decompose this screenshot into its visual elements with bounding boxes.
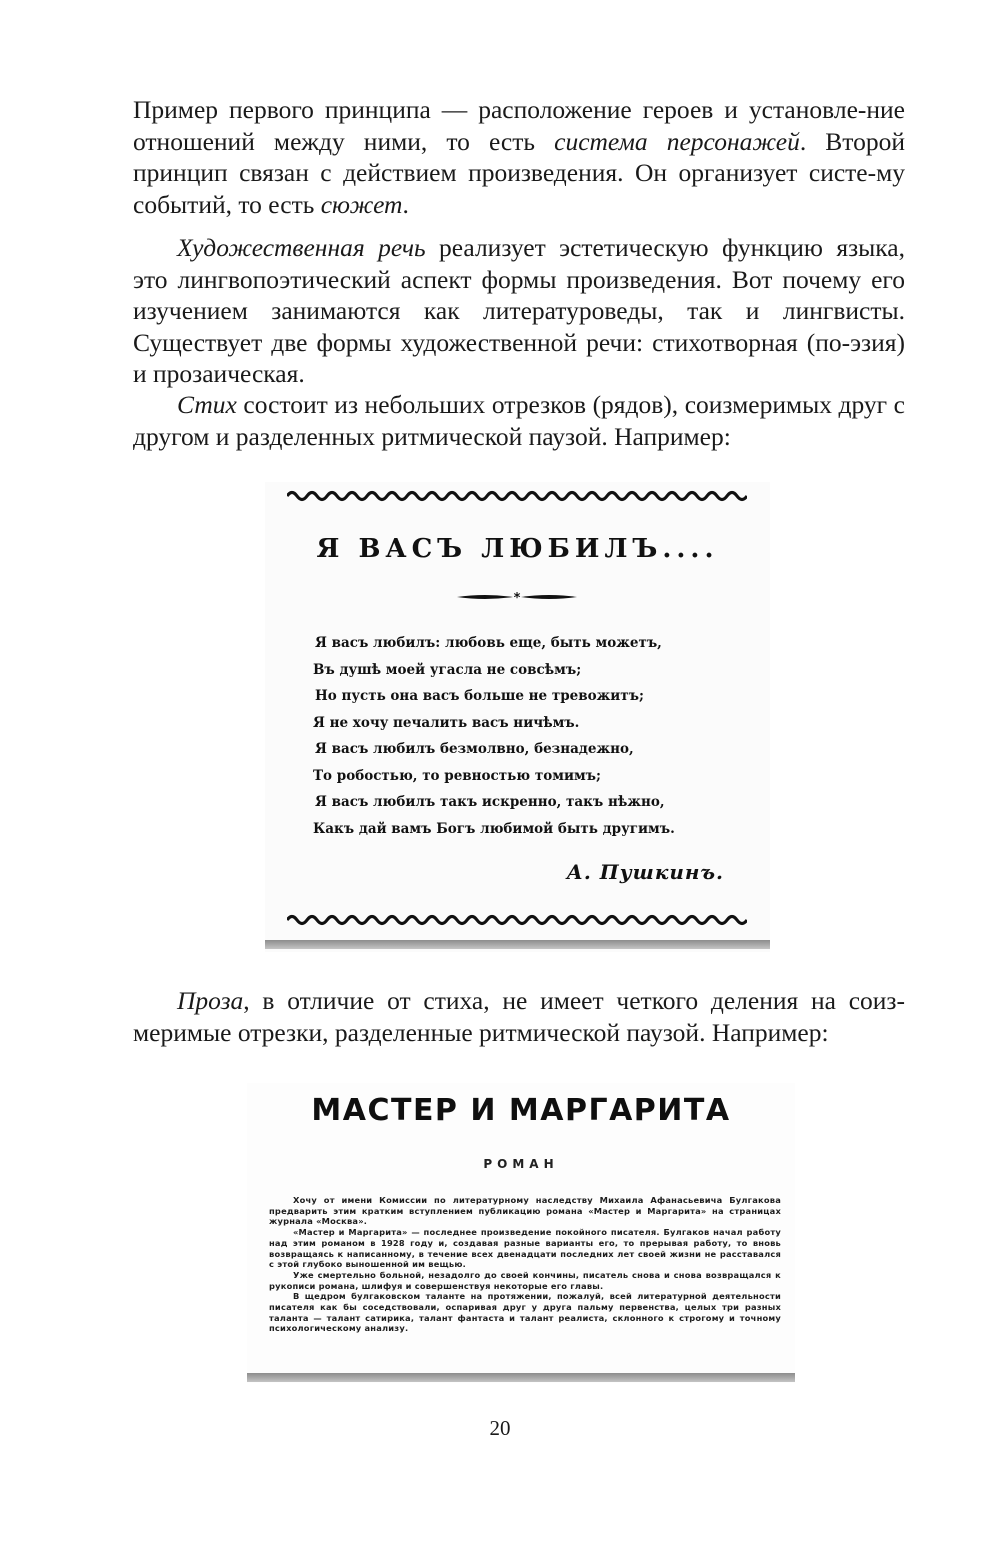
poem-lines	[313, 630, 753, 842]
term-prose: Проза	[177, 986, 244, 1015]
svg-text:*: *	[513, 591, 521, 604]
wavy-border-top	[287, 488, 747, 504]
preface-paragraph: Хочу от имени Комиссии по литературному наследству Михаила Афанасьевича Булгакова предварить этим кратким вступлением публикацию романа «Мастер и Маргарита» на страницах журнала «Москва».	[269, 1195, 781, 1227]
paragraph-verse	[133, 389, 905, 452]
paragraph-artistic-speech	[133, 232, 905, 390]
paragraph-prose	[133, 985, 905, 1048]
poem-title: Я ВАСЪ ЛЮБИЛЪ....	[316, 534, 719, 564]
term-artistic-speech: Художественная речь	[177, 233, 426, 262]
scan-shadow	[265, 940, 770, 949]
term-plot: сюжет	[320, 189, 403, 219]
poem-line: Я васъ любилъ безмолвно, безнадежно,	[315, 741, 634, 757]
ornament-divider-icon	[455, 590, 579, 604]
p1-text-1: Пример первого принципа — расположение героев и установле-ние отношений между ними, то есть	[133, 95, 905, 156]
poem-line: Въ душѣ моей угасла не совсѣмъ;	[313, 661, 582, 678]
p4-text: , в отличие от стиха, не имеет четкого деления на соиз-меримые отрезки, разделенные ритмической паузой. Например:	[133, 986, 905, 1047]
novel-title: МАСТЕР И МАРГАРИТА	[311, 1093, 731, 1128]
p1-text-2: . Второй принцип связан с действием произведения. Он организует систе-му событий, то есть	[133, 126, 905, 219]
paragraph-character-system	[133, 94, 905, 220]
preface-paragraph: «Мастер и Маргарита» — последнее произведение покойного писателя. Булгаков начал работу над этим романом в 1928 году и, создавая разные варианты его, то прерывая работу, то вновь возвращаясь к написанному, в течение всех двенадцати последних лет своей жизни не расставался с этой глубоко выношенной им вещью.	[269, 1227, 781, 1270]
term-verse: Стих	[177, 390, 237, 419]
page-number: 20	[489, 1416, 511, 1440]
p3-text: состоит из небольших отрезков (рядов), соизмеримых друг с другом и разделенных ритмической паузой. Например:	[133, 390, 905, 451]
term-character-system: система персонажей	[554, 126, 800, 156]
novel-preface	[269, 1195, 781, 1334]
scan-shadow	[247, 1373, 795, 1382]
preface-paragraph: В щедром булгаковском таланте на протяжении, пожалуй, всей литературной деятельности писателя как бы соседствовали, оспаривая друг у друга пальму первенства, целых три разных таланта — талант сатирика, талант фантаста и талант реалиста, склонного к строгому и точному психологическому анализу.	[269, 1291, 781, 1334]
figure-pushkin-poem	[265, 482, 770, 952]
novel-genre: РОМАН	[483, 1157, 559, 1171]
poem-line: То робостью, то ревностью томимъ;	[313, 767, 602, 784]
poem-author: А. Пушкинъ.	[566, 860, 724, 884]
figure-master-margarita	[247, 1083, 795, 1383]
preface-paragraph: Уже смертельно больной, незадолго до своей кончины, писатель снова и снова возвращался к рукописи романа, шлифуя и совершенствуя некоторые его главы.	[269, 1269, 781, 1291]
poem-line: Какъ дай вамъ Богъ любимой быть другимъ.	[313, 820, 675, 837]
p2-text: реализует эстетическую функцию языка, это лингвопоэтический аспект формы произведения. Вот почему его изучением занимаются как литературоведы, так и лингвисты. Существует две формы художественной речи: стихотворная (по-эзия) и прозаическая.	[133, 233, 906, 388]
poem-line: Я васъ любилъ такъ искренно, такъ нѣжно,	[315, 794, 665, 810]
poem-line: Я васъ любилъ: любовь еще, быть можетъ,	[315, 635, 662, 651]
poem-line: Но пусть она васъ больше не тревожитъ;	[315, 688, 644, 704]
wavy-border-bottom	[287, 912, 747, 928]
p1-text-3: .	[402, 189, 409, 219]
poem-line: Я не хочу печалить васъ ничѣмъ.	[313, 714, 580, 731]
